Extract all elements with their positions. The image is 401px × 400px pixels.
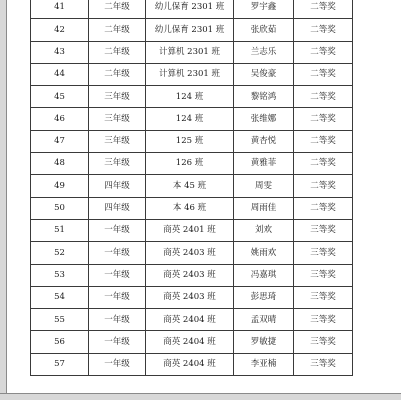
table-row [31, 197, 353, 219]
cell-number: 52 [31, 242, 89, 264]
cell-award: 二等奖 [294, 41, 353, 63]
table-row [31, 264, 353, 286]
cell-grade: 四年级 [89, 197, 146, 219]
table-row [31, 242, 353, 264]
award-list-table [30, 0, 353, 376]
cell-class: 商英 2404 班 [146, 331, 234, 353]
cell-student-name: 刘欢 [234, 219, 294, 241]
cell-class: 计算机 2301 班 [146, 41, 234, 63]
cell-student-name: 吴俊豪 [234, 63, 294, 85]
cell-award: 三等奖 [294, 286, 353, 308]
cell-student-name: 姚雨欢 [234, 242, 294, 264]
cell-number: 55 [31, 309, 89, 331]
cell-class: 幼儿保育 2301 班 [146, 0, 234, 19]
cell-class: 商英 2404 班 [146, 309, 234, 331]
cell-class: 本 45 班 [146, 175, 234, 197]
cell-number: 47 [31, 130, 89, 152]
cell-grade: 一年级 [89, 219, 146, 241]
table-row [31, 19, 353, 41]
table-row [31, 175, 353, 197]
cell-class: 商英 2404 班 [146, 353, 234, 375]
cell-number: 50 [31, 197, 89, 219]
cell-award: 二等奖 [294, 175, 353, 197]
table-row [31, 130, 353, 152]
table-row [31, 108, 353, 130]
award-table-body [31, 0, 353, 376]
cell-student-name: 李亚楠 [234, 353, 294, 375]
cell-grade: 一年级 [89, 286, 146, 308]
cell-student-name: 张维娜 [234, 108, 294, 130]
cell-class: 商英 2403 班 [146, 286, 234, 308]
cell-grade: 一年级 [89, 331, 146, 353]
cell-award: 三等奖 [294, 242, 353, 264]
cell-number: 49 [31, 175, 89, 197]
cell-award: 二等奖 [294, 130, 353, 152]
cell-student-name: 黎铭鸿 [234, 86, 294, 108]
cell-number: 54 [31, 286, 89, 308]
cell-student-name: 周雨佳 [234, 197, 294, 219]
cell-class: 幼儿保育 2301 班 [146, 19, 234, 41]
cell-class: 126 班 [146, 153, 234, 175]
page-left-edge [0, 0, 7, 400]
cell-class: 商英 2403 班 [146, 242, 234, 264]
cell-class: 125 班 [146, 130, 234, 152]
cell-student-name: 黄杏悦 [234, 130, 294, 152]
cell-grade: 三年级 [89, 130, 146, 152]
cell-number: 45 [31, 86, 89, 108]
cell-award: 三等奖 [294, 219, 353, 241]
cell-number: 41 [31, 0, 89, 19]
cell-award: 二等奖 [294, 86, 353, 108]
cell-number: 56 [31, 331, 89, 353]
table-row [31, 219, 353, 241]
cell-class: 124 班 [146, 86, 234, 108]
cell-number: 51 [31, 219, 89, 241]
table-row [31, 153, 353, 175]
cell-award: 二等奖 [294, 63, 353, 85]
cell-grade: 二年级 [89, 0, 146, 19]
cell-grade: 二年级 [89, 63, 146, 85]
table-row [31, 353, 353, 375]
cell-class: 商英 2401 班 [146, 219, 234, 241]
cell-grade: 二年级 [89, 41, 146, 63]
table-row [31, 331, 353, 353]
cell-grade: 二年级 [89, 19, 146, 41]
cell-grade: 一年级 [89, 309, 146, 331]
cell-award: 二等奖 [294, 197, 353, 219]
cell-class: 计算机 2301 班 [146, 63, 234, 85]
table-row [31, 0, 353, 19]
table-row [31, 286, 353, 308]
cell-class: 124 班 [146, 108, 234, 130]
cell-award: 三等奖 [294, 353, 353, 375]
cell-student-name: 黄雅菲 [234, 153, 294, 175]
cell-grade: 一年级 [89, 242, 146, 264]
page-bottom-edge [0, 393, 401, 400]
cell-number: 53 [31, 264, 89, 286]
table-row [31, 86, 353, 108]
cell-student-name: 周雯 [234, 175, 294, 197]
table-row [31, 63, 353, 85]
cell-number: 42 [31, 19, 89, 41]
cell-grade: 一年级 [89, 264, 146, 286]
cell-number: 44 [31, 63, 89, 85]
cell-award: 二等奖 [294, 153, 353, 175]
cell-student-name: 张欣茹 [234, 19, 294, 41]
cell-student-name: 罗敏捷 [234, 331, 294, 353]
cell-award: 二等奖 [294, 108, 353, 130]
cell-class: 商英 2403 班 [146, 264, 234, 286]
cell-student-name: 罗宇鑫 [234, 0, 294, 19]
table-row [31, 309, 353, 331]
cell-student-name: 彭思琦 [234, 286, 294, 308]
cell-student-name: 兰志乐 [234, 41, 294, 63]
cell-award: 三等奖 [294, 309, 353, 331]
cell-number: 43 [31, 41, 89, 63]
cell-grade: 三年级 [89, 108, 146, 130]
cell-number: 57 [31, 353, 89, 375]
cell-grade: 三年级 [89, 153, 146, 175]
cell-award: 三等奖 [294, 264, 353, 286]
cell-class: 本 46 班 [146, 197, 234, 219]
cell-award: 二等奖 [294, 0, 353, 19]
cell-student-name: 孟双晴 [234, 309, 294, 331]
cell-award: 二等奖 [294, 19, 353, 41]
cell-student-name: 冯嘉琪 [234, 264, 294, 286]
table-row [31, 41, 353, 63]
cell-number: 48 [31, 153, 89, 175]
cell-grade: 四年级 [89, 175, 146, 197]
cell-grade: 三年级 [89, 86, 146, 108]
cell-grade: 一年级 [89, 353, 146, 375]
cell-number: 46 [31, 108, 89, 130]
cell-award: 三等奖 [294, 331, 353, 353]
